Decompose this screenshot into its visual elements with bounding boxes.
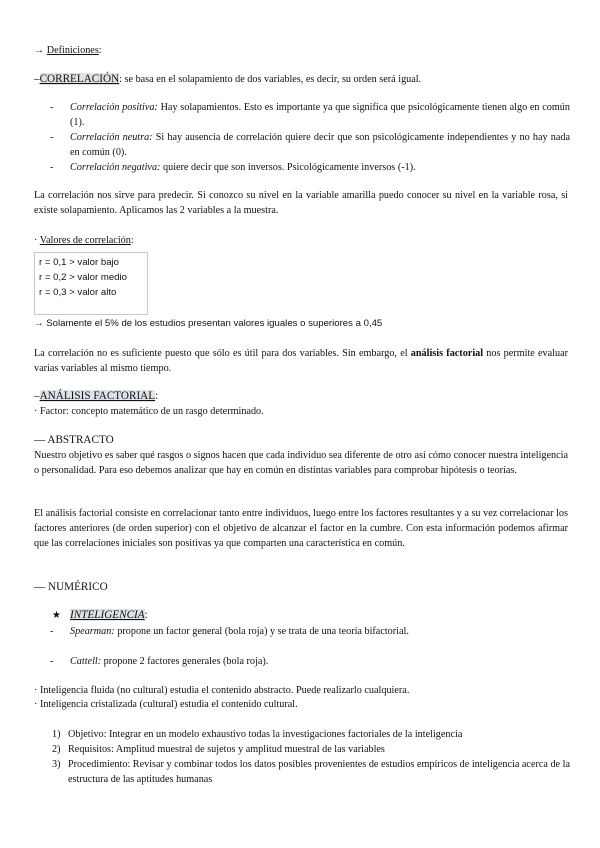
valores-note: → Solamente el 5% de los estudios presentan valores iguales o superiores a 0,45 xyxy=(34,318,383,329)
factor-definition: · Factor: concepto matemático de un rasgo determinado. xyxy=(34,406,264,417)
dash-marker: - xyxy=(50,102,54,113)
correlacion-type-text: Hay solapamientos. Esto es importante ya que significa que psicológicamente tienen algo en común (1). xyxy=(70,102,570,128)
valor-row: r = 0,1 > valor bajo xyxy=(39,257,119,268)
inteligencia-title: INTELIGENCIA xyxy=(70,609,145,621)
correlacion-type-term: Correlación negativa: xyxy=(70,162,161,173)
valor-row: r = 0,3 > valor alto xyxy=(39,287,117,298)
numerico-heading: — NUMÉRICO xyxy=(34,581,108,593)
colon: : xyxy=(98,45,102,56)
valores-heading xyxy=(34,233,568,248)
valores-box xyxy=(34,252,148,315)
dash-marker: - xyxy=(50,132,54,143)
colon: : xyxy=(130,235,134,246)
colon: : xyxy=(155,390,159,402)
step-number: 2) xyxy=(52,744,61,755)
analisis-intro-paragraph xyxy=(34,346,568,376)
step-number: 1) xyxy=(52,729,61,740)
valores-title: Valores de correlación xyxy=(39,235,131,246)
step-text: Requisitos: Amplitud muestral de sujetos y amplitud muestral de las variables xyxy=(68,744,385,755)
correlacion-type-text: Si hay ausencia de correlación quiere decir que son psicológicamente independientes y no hay nada en común (0). xyxy=(70,132,570,158)
correlacion-type-term: Correlación positiva: xyxy=(70,102,158,113)
dash-marker: - xyxy=(50,626,54,637)
dash-marker: - xyxy=(50,656,54,667)
inteligencia-cristalizada: · Inteligencia cristalizada (cultural) estudia el contenido cultural. xyxy=(34,699,298,710)
correlacion-paragraph: La correlación nos sirve para predecir. Si conozco su nivel en la variable amarilla puedo conocer su nivel en la variable rosa, si existe solapamiento. Aplicamos las 2 variables a la muestra. xyxy=(34,190,568,216)
correlacion-type-item xyxy=(34,100,570,130)
valor-row: r = 0,2 > valor medio xyxy=(39,272,127,283)
dash-marker: - xyxy=(50,162,54,173)
dash: – xyxy=(34,390,40,402)
correlacion-type-term: Correlación neutra: xyxy=(70,132,153,143)
step-number: 3) xyxy=(52,759,61,770)
cattell-term: Cattell: xyxy=(70,656,102,667)
correlacion-type-item xyxy=(34,160,570,175)
colon: : xyxy=(144,609,148,621)
step-text: Objetivo: Integrar en un modelo exhaustivo todas la investigaciones factoriales de la inteligencia xyxy=(68,729,463,740)
abstracto-paragraph-1: Nuestro objetivo es saber qué rasgos o signos hacen que cada individuo sea diferente de otro así cómo conocer nuestra inteligencia o personalidad. Para eso debemos analizar que hay en común en distintas variables para comprobar hipótesis o teorías. xyxy=(34,450,568,476)
text: nos permite evaluar varias variables al mismo tiempo. xyxy=(34,348,569,374)
correlacion-type-item xyxy=(34,130,570,160)
arrow: → xyxy=(34,45,45,56)
step-item xyxy=(34,727,570,742)
bullet-dot: · xyxy=(34,235,40,246)
cattell-item xyxy=(34,654,568,669)
step-item xyxy=(34,742,570,757)
step-text: Procedimiento: Revisar y combinar todos los datos posibles provenientes de estudios empíricos de inteligencia acerca de la estructura de las aptitudes humanas xyxy=(68,759,570,785)
correlacion-title: CORRELACIÓN xyxy=(39,73,120,85)
inteligencia-fluida: · Inteligencia fluida (no cultural) estudia el contenido abstracto. Puede realizarlo cualquiera. xyxy=(34,685,410,696)
steps-list xyxy=(34,727,570,787)
correlacion-types-list xyxy=(34,100,570,175)
definiciones-title: Definiciones xyxy=(46,45,99,56)
spearman-term: Spearman: xyxy=(70,626,115,637)
step-item xyxy=(34,757,570,787)
abstracto-paragraph-2: El análisis factorial consiste en correlacionar tanto entre individuos, luego entre los factores resultantes y a su vez correlacionar los factores anteriores (de orden superior) con el objetivo de alcanzar el factor en la cumbre. Con esta información podemos afirmar que las correlaciones iniciales son positivas ya que comparten una característica en común. xyxy=(34,508,568,549)
correlacion-definition: : se basa en el solapamiento de dos variables, es decir, su orden será igual. xyxy=(119,74,422,85)
spearman-item xyxy=(34,624,568,639)
analisis-factorial-bold: análisis factorial xyxy=(410,348,484,359)
text: propone 2 factores generales (bola roja). xyxy=(101,656,269,667)
definiciones-heading xyxy=(34,43,568,58)
analisis-heading xyxy=(34,389,568,404)
correlacion-type-text: quiere decir que son inversos. Psicológicamente inversos (-1). xyxy=(160,162,416,173)
abstracto-heading: — ABSTRACTO xyxy=(34,434,114,446)
text: La correlación no es suficiente puesto que sólo es útil para dos variables. Sin embargo, el xyxy=(34,348,411,359)
analisis-title: ANÁLISIS FACTORIAL xyxy=(39,390,156,402)
star-icon: ★ xyxy=(52,610,62,621)
correlacion-heading xyxy=(34,72,568,87)
text: propone un factor general (bola roja) y se trata de una teoría bifactorial. xyxy=(114,626,409,637)
dash: – xyxy=(34,73,40,85)
